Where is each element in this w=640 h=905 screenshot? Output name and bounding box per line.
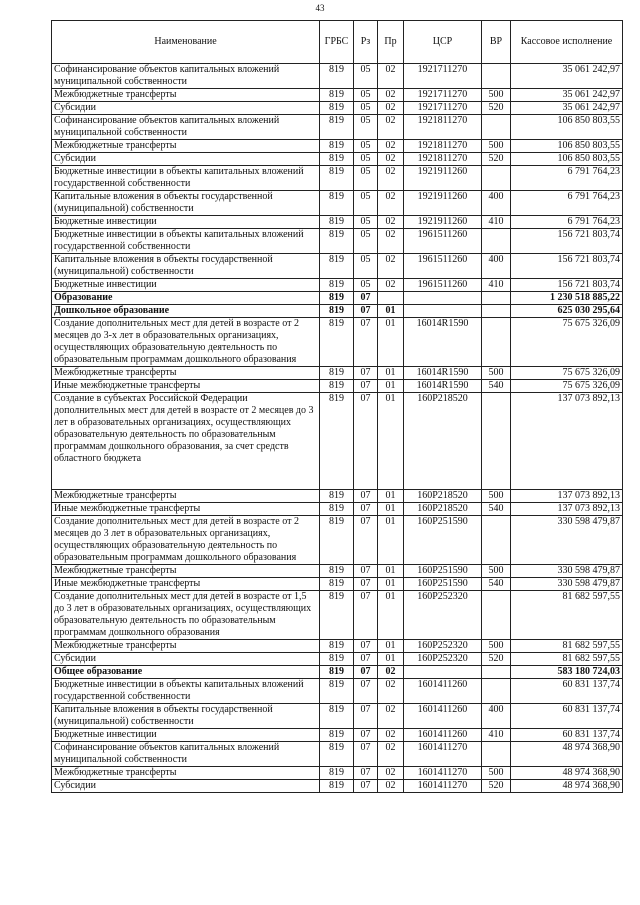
table-row	[52, 64, 623, 89]
cell-pr: 01	[378, 393, 404, 490]
cell-grbs: 819	[320, 292, 354, 305]
cell-vr: 400	[482, 704, 511, 729]
cell-name: Софинансирование объектов капитальных вложений муниципальной собственности	[52, 64, 320, 89]
cell-rz: 07	[354, 503, 378, 516]
cell-pr: 01	[378, 503, 404, 516]
table-row	[52, 516, 623, 565]
cell-name: Субсидии	[52, 653, 320, 666]
cell-csr: 160P251590	[404, 516, 482, 565]
cell-rz: 05	[354, 229, 378, 254]
cell-vr: 500	[482, 565, 511, 578]
cell-amount: 35 061 242,97	[511, 102, 623, 115]
cell-csr: 160P218520	[404, 490, 482, 503]
cell-pr: 02	[378, 254, 404, 279]
cell-pr: 01	[378, 640, 404, 653]
cell-grbs: 819	[320, 254, 354, 279]
cell-vr	[482, 591, 511, 640]
cell-rz: 07	[354, 767, 378, 780]
cell-name: Образование	[52, 292, 320, 305]
cell-grbs: 819	[320, 653, 354, 666]
cell-csr: 16014R1590	[404, 318, 482, 367]
table-row	[52, 279, 623, 292]
cell-pr: 02	[378, 166, 404, 191]
cell-amount: 48 974 368,90	[511, 780, 623, 793]
table-row	[52, 140, 623, 153]
cell-csr: 160P251590	[404, 578, 482, 591]
cell-name: Дошкольное образование	[52, 305, 320, 318]
cell-rz: 07	[354, 704, 378, 729]
cell-csr: 1601411270	[404, 742, 482, 767]
cell-rz: 05	[354, 254, 378, 279]
table-row	[52, 490, 623, 503]
cell-grbs: 819	[320, 640, 354, 653]
cell-vr	[482, 115, 511, 140]
cell-csr: 160P251590	[404, 565, 482, 578]
cell-csr: 16014R1590	[404, 380, 482, 393]
cell-rz: 07	[354, 591, 378, 640]
cell-rz: 07	[354, 516, 378, 565]
table-header	[52, 21, 623, 64]
cell-rz: 07	[354, 490, 378, 503]
cell-pr: 02	[378, 767, 404, 780]
cell-csr: 1601411270	[404, 780, 482, 793]
cell-grbs: 819	[320, 490, 354, 503]
cell-grbs: 819	[320, 102, 354, 115]
header-pr: Пр	[378, 21, 404, 64]
cell-amount: 6 791 764,23	[511, 216, 623, 229]
header-csr: ЦСР	[404, 21, 482, 64]
cell-grbs: 819	[320, 191, 354, 216]
cell-csr: 1601411270	[404, 767, 482, 780]
cell-name: Иные межбюджетные трансферты	[52, 503, 320, 516]
header-row	[52, 21, 623, 64]
cell-grbs: 819	[320, 742, 354, 767]
cell-pr: 02	[378, 729, 404, 742]
cell-grbs: 819	[320, 305, 354, 318]
cell-name: Межбюджетные трансферты	[52, 367, 320, 380]
cell-rz: 07	[354, 380, 378, 393]
cell-csr: 1921911260	[404, 216, 482, 229]
cell-pr: 02	[378, 666, 404, 679]
cell-name: Бюджетные инвестиции	[52, 729, 320, 742]
table-row	[52, 89, 623, 102]
cell-pr: 01	[378, 318, 404, 367]
cell-vr	[482, 742, 511, 767]
table-row	[52, 153, 623, 166]
cell-pr: 01	[378, 565, 404, 578]
cell-csr: 160P218520	[404, 503, 482, 516]
cell-amount: 75 675 326,09	[511, 318, 623, 367]
cell-name: Межбюджетные трансферты	[52, 565, 320, 578]
cell-vr: 500	[482, 490, 511, 503]
cell-vr	[482, 679, 511, 704]
cell-vr: 540	[482, 578, 511, 591]
cell-pr: 02	[378, 64, 404, 89]
cell-amount: 81 682 597,55	[511, 591, 623, 640]
cell-grbs: 819	[320, 153, 354, 166]
cell-pr: 01	[378, 367, 404, 380]
cell-pr: 02	[378, 191, 404, 216]
table-row	[52, 191, 623, 216]
cell-rz: 07	[354, 742, 378, 767]
cell-pr: 01	[378, 591, 404, 640]
cell-pr: 02	[378, 140, 404, 153]
cell-pr: 02	[378, 216, 404, 229]
cell-csr: 1921811270	[404, 153, 482, 166]
cell-name: Капитальные вложения в объекты государственной (муниципальной) собственности	[52, 191, 320, 216]
cell-amount: 106 850 803,55	[511, 153, 623, 166]
cell-amount: 156 721 803,74	[511, 254, 623, 279]
cell-csr: 160P218520	[404, 393, 482, 490]
cell-amount: 330 598 479,87	[511, 565, 623, 578]
table-row	[52, 254, 623, 279]
cell-pr: 01	[378, 653, 404, 666]
cell-name: Софинансирование объектов капитальных вложений муниципальной собственности	[52, 115, 320, 140]
cell-pr: 02	[378, 742, 404, 767]
cell-csr: 1921711270	[404, 89, 482, 102]
cell-grbs: 819	[320, 115, 354, 140]
cell-grbs: 819	[320, 565, 354, 578]
header-vr: ВР	[482, 21, 511, 64]
table-row	[52, 503, 623, 516]
cell-vr	[482, 305, 511, 318]
cell-rz: 07	[354, 679, 378, 704]
header-amount: Кассовое исполнение	[511, 21, 623, 64]
cell-rz: 05	[354, 153, 378, 166]
cell-grbs: 819	[320, 140, 354, 153]
cell-amount: 625 030 295,64	[511, 305, 623, 318]
cell-csr: 1961511260	[404, 229, 482, 254]
cell-csr: 160P252320	[404, 653, 482, 666]
cell-pr: 02	[378, 153, 404, 166]
cell-grbs: 819	[320, 729, 354, 742]
cell-rz: 07	[354, 729, 378, 742]
table-row	[52, 216, 623, 229]
cell-amount: 6 791 764,23	[511, 166, 623, 191]
table-row	[52, 729, 623, 742]
cell-amount: 81 682 597,55	[511, 640, 623, 653]
cell-rz: 07	[354, 292, 378, 305]
cell-name: Бюджетные инвестиции в объекты капитальных вложений государственной собственности	[52, 679, 320, 704]
cell-amount: 60 831 137,74	[511, 704, 623, 729]
cell-rz: 07	[354, 640, 378, 653]
cell-grbs: 819	[320, 503, 354, 516]
cell-name: Капитальные вложения в объекты государственной (муниципальной) собственности	[52, 704, 320, 729]
cell-amount: 330 598 479,87	[511, 578, 623, 591]
cell-amount: 156 721 803,74	[511, 279, 623, 292]
cell-vr: 520	[482, 153, 511, 166]
table-row	[52, 115, 623, 140]
cell-rz: 07	[354, 565, 378, 578]
cell-pr	[378, 292, 404, 305]
cell-vr	[482, 666, 511, 679]
cell-vr: 500	[482, 367, 511, 380]
cell-vr	[482, 318, 511, 367]
cell-vr: 410	[482, 216, 511, 229]
cell-amount: 35 061 242,97	[511, 89, 623, 102]
table-row	[52, 767, 623, 780]
cell-rz: 05	[354, 140, 378, 153]
cell-grbs: 819	[320, 279, 354, 292]
cell-csr: 160P252320	[404, 591, 482, 640]
cell-amount: 106 850 803,55	[511, 115, 623, 140]
cell-pr: 01	[378, 380, 404, 393]
cell-rz: 07	[354, 305, 378, 318]
cell-rz: 05	[354, 279, 378, 292]
cell-amount: 137 073 892,13	[511, 503, 623, 516]
cell-rz: 05	[354, 191, 378, 216]
cell-name: Межбюджетные трансферты	[52, 140, 320, 153]
cell-amount: 156 721 803,74	[511, 229, 623, 254]
cell-amount: 583 180 724,03	[511, 666, 623, 679]
table-row	[52, 367, 623, 380]
cell-pr: 02	[378, 780, 404, 793]
cell-csr: 1921711270	[404, 64, 482, 89]
cell-name: Межбюджетные трансферты	[52, 89, 320, 102]
cell-amount: 6 791 764,23	[511, 191, 623, 216]
cell-pr: 02	[378, 704, 404, 729]
cell-rz: 07	[354, 393, 378, 490]
cell-rz: 07	[354, 318, 378, 367]
page-number: 43	[315, 3, 325, 13]
table-row	[52, 591, 623, 640]
table-row	[52, 653, 623, 666]
table-row	[52, 666, 623, 679]
cell-vr: 520	[482, 102, 511, 115]
cell-amount: 81 682 597,55	[511, 653, 623, 666]
table-body	[52, 64, 623, 793]
cell-vr: 520	[482, 780, 511, 793]
cell-csr: 16014R1590	[404, 367, 482, 380]
cell-grbs: 819	[320, 216, 354, 229]
cell-amount: 75 675 326,09	[511, 380, 623, 393]
cell-amount: 48 974 368,90	[511, 767, 623, 780]
cell-vr: 410	[482, 279, 511, 292]
cell-rz: 07	[354, 780, 378, 793]
cell-name: Межбюджетные трансферты	[52, 640, 320, 653]
cell-pr: 01	[378, 516, 404, 565]
table-row	[52, 318, 623, 367]
budget-execution-table	[51, 20, 623, 793]
table-row	[52, 102, 623, 115]
table-row	[52, 640, 623, 653]
cell-name: Межбюджетные трансферты	[52, 767, 320, 780]
cell-vr	[482, 393, 511, 490]
cell-pr: 02	[378, 115, 404, 140]
cell-vr	[482, 166, 511, 191]
cell-pr: 02	[378, 279, 404, 292]
cell-pr: 01	[378, 490, 404, 503]
header-grbs: ГРБС	[320, 21, 354, 64]
cell-amount: 106 850 803,55	[511, 140, 623, 153]
cell-vr: 520	[482, 653, 511, 666]
header-name: Наименование	[52, 21, 320, 64]
cell-name: Общее образование	[52, 666, 320, 679]
cell-pr: 02	[378, 102, 404, 115]
cell-name: Бюджетные инвестиции в объекты капитальных вложений государственной собственности	[52, 166, 320, 191]
table-row	[52, 305, 623, 318]
cell-name: Иные межбюджетные трансферты	[52, 380, 320, 393]
cell-grbs: 819	[320, 704, 354, 729]
cell-name: Создание дополнительных мест для детей в возрасте от 2 месяцев до 3 лет в образовательных организациях, осуществляющих образовательную деятельность по образовательным программам дошкольного образования	[52, 516, 320, 565]
cell-grbs: 819	[320, 166, 354, 191]
cell-amount: 60 831 137,74	[511, 679, 623, 704]
cell-name: Софинансирование объектов капитальных вложений муниципальной собственности	[52, 742, 320, 767]
cell-pr: 01	[378, 305, 404, 318]
cell-grbs: 819	[320, 666, 354, 679]
cell-csr: 1921811270	[404, 140, 482, 153]
cell-csr: 1601411260	[404, 679, 482, 704]
cell-vr: 500	[482, 767, 511, 780]
cell-grbs: 819	[320, 516, 354, 565]
cell-rz: 07	[354, 666, 378, 679]
cell-vr: 500	[482, 640, 511, 653]
table-row	[52, 393, 623, 490]
cell-csr: 1921811270	[404, 115, 482, 140]
cell-rz: 07	[354, 367, 378, 380]
cell-vr: 500	[482, 89, 511, 102]
cell-name: Субсидии	[52, 153, 320, 166]
table-row	[52, 292, 623, 305]
cell-vr	[482, 516, 511, 565]
cell-rz: 05	[354, 115, 378, 140]
cell-amount: 330 598 479,87	[511, 516, 623, 565]
cell-grbs: 819	[320, 64, 354, 89]
cell-name: Бюджетные инвестиции	[52, 216, 320, 229]
cell-csr: 1921711270	[404, 102, 482, 115]
cell-grbs: 819	[320, 578, 354, 591]
cell-name: Субсидии	[52, 102, 320, 115]
cell-csr: 1961511260	[404, 254, 482, 279]
table-row	[52, 742, 623, 767]
table-row	[52, 679, 623, 704]
cell-name: Межбюджетные трансферты	[52, 490, 320, 503]
cell-csr	[404, 292, 482, 305]
cell-vr: 400	[482, 191, 511, 216]
cell-pr: 02	[378, 89, 404, 102]
table-row	[52, 704, 623, 729]
cell-rz: 07	[354, 653, 378, 666]
table-row	[52, 229, 623, 254]
cell-amount: 75 675 326,09	[511, 367, 623, 380]
cell-grbs: 819	[320, 367, 354, 380]
cell-csr: 1601411260	[404, 704, 482, 729]
cell-name: Субсидии	[52, 780, 320, 793]
cell-vr: 400	[482, 254, 511, 279]
cell-grbs: 819	[320, 591, 354, 640]
cell-grbs: 819	[320, 393, 354, 490]
cell-name: Создание дополнительных мест для детей в возрасте от 2 месяцев до 3-х лет в образовательных организациях, осуществляющих образовательную деятельность по образовательным программам дошкольного образования	[52, 318, 320, 367]
cell-name: Иные межбюджетные трансферты	[52, 578, 320, 591]
cell-amount: 60 831 137,74	[511, 729, 623, 742]
cell-rz: 05	[354, 64, 378, 89]
cell-vr: 500	[482, 140, 511, 153]
cell-rz: 05	[354, 102, 378, 115]
cell-name: Создание дополнительных мест для детей в возрасте от 1,5 до 3 лет в образовательных организациях, осуществляющих образовательную деятельность по образовательным программам дошкольного образования	[52, 591, 320, 640]
cell-vr	[482, 64, 511, 89]
cell-name: Бюджетные инвестиции в объекты капитальных вложений государственной собственности	[52, 229, 320, 254]
table-row	[52, 780, 623, 793]
cell-amount: 137 073 892,13	[511, 490, 623, 503]
cell-grbs: 819	[320, 89, 354, 102]
table-row	[52, 565, 623, 578]
cell-csr: 1921911260	[404, 191, 482, 216]
cell-pr: 02	[378, 229, 404, 254]
table-row	[52, 166, 623, 191]
cell-csr: 1601411260	[404, 729, 482, 742]
cell-vr	[482, 229, 511, 254]
cell-csr	[404, 666, 482, 679]
cell-rz: 05	[354, 216, 378, 229]
cell-grbs: 819	[320, 380, 354, 393]
cell-name: Бюджетные инвестиции	[52, 279, 320, 292]
cell-rz: 05	[354, 166, 378, 191]
cell-csr	[404, 305, 482, 318]
cell-rz: 07	[354, 578, 378, 591]
header-rz: Рз	[354, 21, 378, 64]
cell-vr: 410	[482, 729, 511, 742]
cell-pr: 01	[378, 578, 404, 591]
table-row	[52, 578, 623, 591]
cell-grbs: 819	[320, 780, 354, 793]
cell-grbs: 819	[320, 229, 354, 254]
cell-vr: 540	[482, 503, 511, 516]
cell-amount: 137 073 892,13	[511, 393, 623, 490]
cell-vr	[482, 292, 511, 305]
cell-grbs: 819	[320, 679, 354, 704]
cell-csr: 1961511260	[404, 279, 482, 292]
cell-amount: 1 230 518 885,22	[511, 292, 623, 305]
table-row	[52, 380, 623, 393]
cell-amount: 35 061 242,97	[511, 64, 623, 89]
cell-rz: 05	[354, 89, 378, 102]
cell-csr: 160P252320	[404, 640, 482, 653]
cell-grbs: 819	[320, 767, 354, 780]
cell-name: Капитальные вложения в объекты государственной (муниципальной) собственности	[52, 254, 320, 279]
cell-pr: 02	[378, 679, 404, 704]
cell-name: Создание в субъектах Российской Федерации дополнительных мест для детей в возрасте от 2 месяцев до 3 лет в образовательных организациях, осуществляющих образовательную деятельность по образовательным программам дошкольного образования, за счет средств областного бюджета	[52, 393, 320, 490]
cell-grbs: 819	[320, 318, 354, 367]
cell-csr: 1921911260	[404, 166, 482, 191]
cell-vr: 540	[482, 380, 511, 393]
cell-amount: 48 974 368,90	[511, 742, 623, 767]
